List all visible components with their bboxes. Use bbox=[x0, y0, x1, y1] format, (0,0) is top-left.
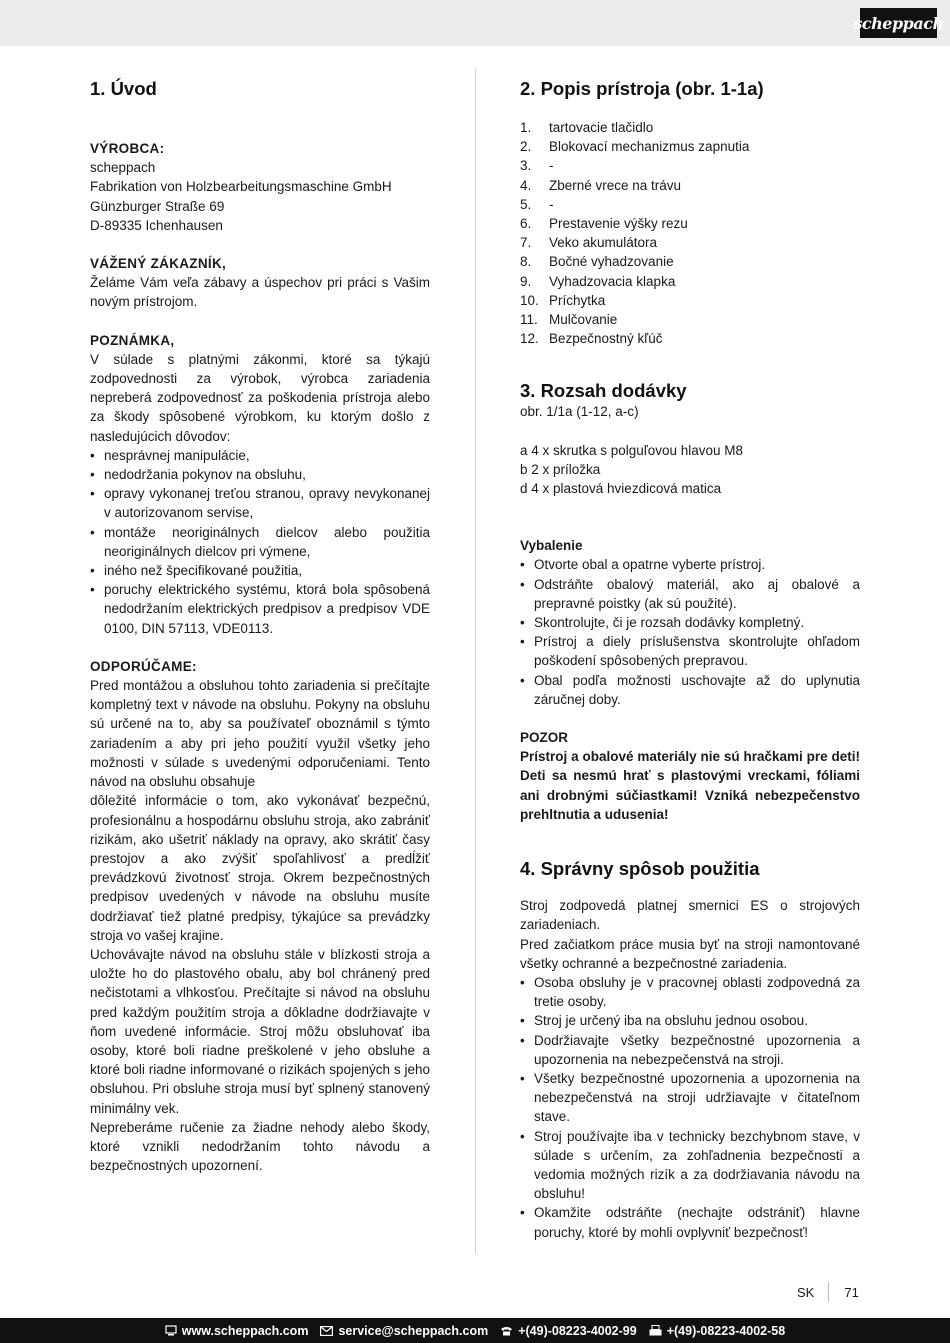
item-number: 10. bbox=[520, 292, 539, 308]
email-contact[interactable] bbox=[320, 1324, 488, 1338]
item-number: 1. bbox=[520, 120, 532, 135]
list-item: • Osoba obsluhy je v pracovnej oblasti zodpovedná za tretie osoby. bbox=[520, 973, 860, 1011]
item-number: 7. bbox=[520, 235, 532, 251]
list-item: • Okamžite odstráňte (nechajte odstrániť) hlavne poruchy, ktoré by mohli ovplyvniť bezpečnosť! bbox=[520, 1203, 860, 1241]
list-item: • Odstráňte obalový materiál, ako aj obalové a prepravné poistky (ak sú použité). bbox=[520, 575, 860, 613]
column-divider bbox=[475, 68, 476, 1253]
list-item bbox=[520, 156, 860, 175]
description-heading: 2. Popis prístroja (obr. 1-1a) bbox=[520, 78, 764, 99]
item-text: Bezpečnostný kľúč bbox=[549, 331, 663, 347]
unpack-label: Vybalenie bbox=[520, 538, 583, 554]
item-number: 11. bbox=[520, 312, 538, 328]
website-contact[interactable] bbox=[165, 1324, 309, 1338]
manufacturer-line: Fabrikation von Holzbearbeitungsmaschine GmbH bbox=[90, 179, 392, 195]
list-item bbox=[520, 310, 860, 329]
list-item bbox=[520, 176, 860, 195]
header-bar bbox=[0, 0, 950, 46]
list-item: • Stroj používajte iba v technicky bezchybnom stave, v súlade s určením, za zohľadnenia bezpečnosti a vedomia možných rizík a za dodržiavania návodu na obsluhu! bbox=[520, 1127, 860, 1204]
list-item: • iného než špecifikované použitia, bbox=[90, 561, 430, 580]
list-item bbox=[520, 118, 860, 137]
fax-icon bbox=[649, 1325, 662, 1336]
computer-icon bbox=[165, 1325, 177, 1336]
phone-contact[interactable] bbox=[500, 1324, 637, 1338]
usage-paragraph: Stroj zodpovedá platnej smernici ES o strojových zariadeniach. bbox=[520, 898, 860, 933]
list-item: • Otvorte obal a opatrne vyberte prístroj. bbox=[520, 555, 860, 574]
item-number: 12. bbox=[520, 331, 539, 347]
list-item: • poruchy elektrického systému, ktorá bola spôsobená nedodržaním elektrických predpisov a predpisov VDE 0100, DIN 57113, VDE0113. bbox=[90, 580, 430, 638]
recommend-paragraph: Nepreberáme ručenie za žiadne nehody alebo škody, ktoré vznikli nedodržaním tohto návodu a bezpečnostných upozornení. bbox=[90, 1119, 430, 1174]
recommend-label: ODPORÚČAME: bbox=[90, 658, 197, 674]
list-item bbox=[520, 272, 860, 291]
note-label: POZNÁMKA, bbox=[90, 332, 175, 348]
note-text: V súlade s platnými zákonmi, ktoré sa týkajú zodpovednosti za výrobok, výrobca zariadenia nepreberá zodpovednosť za poškodenia prístroja alebo za škody spôsobené výrobkom, ku ktorým došlo z nasledujúcich dôvodov: bbox=[90, 351, 430, 444]
list-item bbox=[520, 137, 860, 156]
delivery-item: d 4 x plastová hviezdicová matica bbox=[520, 481, 722, 497]
intro-heading: 1. Úvod bbox=[90, 78, 157, 99]
delivery-item: b 2 x príložka bbox=[520, 461, 601, 477]
item-number: 8. bbox=[520, 254, 532, 270]
manufacturer-address bbox=[90, 158, 430, 235]
item-text: Zberné vrece na trávu bbox=[549, 177, 682, 193]
list-item: • Skontrolujte, či je rozsah dodávky kompletný. bbox=[520, 613, 860, 632]
recommend-paragraph: Uchovávajte návod na obsluhu stále v blízkosti stroja a uložte ho do plastového obalu, aby bol chránený pred nečistotami a vlhkosťou. Prečítajte si návod na obsluhu pred každým použitím stroja a dôkladne dodržiavajte v ňom uvedené informácie. Stroj môžu obsluhovať iba osoby, ktoré boli riadne preškolené v jeho obsluhe a ktoré boli riadne informované o rizikách spojených s jeho obsluhou. Pri obsluhe stroja musí byť splnený stanovený minimálny vek. bbox=[90, 946, 430, 1116]
language-code: SK bbox=[797, 1284, 815, 1300]
list-item: • montáže neoriginálnych dielcov alebo použitia neoriginálnych dielcov pri výmene, bbox=[90, 523, 430, 561]
delivery-item: a 4 x skrutka s polguľovou hlavou M8 bbox=[520, 442, 744, 458]
item-text: Bočné vyhadzovanie bbox=[549, 254, 674, 270]
customer-text: Želáme Vám veľa zábavy a úspechov pri práci s Vašim novým prístrojom. bbox=[90, 275, 430, 310]
item-number: 6. bbox=[520, 216, 532, 232]
usage-heading: 4. Správny spôsob použitia bbox=[520, 858, 760, 880]
delivery-heading: 3. Rozsah dodávky bbox=[520, 380, 687, 402]
list-item: • Dodržiavajte všetky bezpečnostné upozornenia a upozornenia na nebezpečenstvá na stroji. bbox=[520, 1031, 860, 1069]
item-text: Mulčovanie bbox=[549, 312, 618, 328]
item-number: 9. bbox=[520, 273, 532, 289]
manufacturer-line: scheppach bbox=[90, 160, 156, 176]
list-item: • nedodržania pokynov na obsluhu, bbox=[90, 465, 430, 484]
item-text: Vyhadzovacia klapka bbox=[549, 273, 676, 289]
item-text: - bbox=[549, 196, 554, 212]
parts-list bbox=[520, 118, 860, 348]
item-text: tartovacie tlačidlo bbox=[549, 120, 654, 135]
list-item: • Prístroj a diely príslušenstva skontrolujte ohľadom poškodení spôsobených prepravou. bbox=[520, 632, 860, 670]
website-text: www.scheppach.com bbox=[181, 1323, 309, 1338]
unpack-list bbox=[520, 555, 860, 709]
list-item: • opravy vykonanej treťou stranou, opravy nevykonanej v autorizovanom servise, bbox=[90, 484, 430, 522]
item-number: 5. bbox=[520, 196, 532, 212]
manufacturer-line: D-89335 Ichenhausen bbox=[90, 217, 223, 233]
delivery-items bbox=[520, 441, 860, 499]
recommend-paragraph: Pred montážou a obsluhou tohto zariadenia si prečítajte kompletný text v návode na obsluhu. Pokyny na obsluhu sú určené na to, aby sa používateľ oboznámil s týmto zariadením a aby pri jeho použití využil všetky jeho možnosti v súlade s uvedenými odporučeniami. Tento návod na obsluhu obsahuje bbox=[90, 678, 430, 790]
phone-text: +(49)-08223-4002-99 bbox=[518, 1323, 637, 1338]
list-item: • Obal podľa možnosti uschovajte až do uplynutia záručnej doby. bbox=[520, 671, 860, 709]
warning-text: Prístroj a obalové materiály nie sú hračkami pre deti! Deti sa nesmú hrať s plastovými vreckami, fóliami ani drobnými súčiastkami! Vzniká nebezpečenstvo prehltnutia a udusenia! bbox=[520, 749, 860, 822]
fax-contact[interactable] bbox=[649, 1324, 786, 1338]
item-text: Veko akumulátora bbox=[549, 235, 658, 251]
list-item bbox=[520, 195, 860, 214]
list-item: • Stroj je určený iba na obsluhu jednou osobou. bbox=[520, 1011, 860, 1030]
list-item bbox=[520, 233, 860, 252]
page-separator bbox=[828, 1282, 829, 1302]
list-item bbox=[520, 214, 860, 233]
delivery-subtitle: obr. 1/1a (1-12, a-c) bbox=[520, 404, 639, 420]
right-column bbox=[520, 76, 860, 1242]
note-list bbox=[90, 446, 430, 638]
page-number-area bbox=[797, 1282, 859, 1302]
customer-label: VÁŽENÝ ZÁKAZNÍK, bbox=[90, 256, 227, 272]
contact-bar bbox=[0, 1318, 950, 1343]
list-item: • Všetky bezpečnostné upozornenia a upozornenia na nebezpečenstvá na stroji udržiavajte v čitateľnom stave. bbox=[520, 1069, 860, 1127]
list-item bbox=[520, 291, 860, 310]
usage-paragraph: Pred začiatkom práce musia byť na stroji namontované všetky ochranné a bezpečnostné zariadenia. bbox=[520, 936, 860, 971]
item-text: Prestavenie výšky rezu bbox=[549, 216, 688, 232]
item-number: 4. bbox=[520, 177, 532, 193]
item-number: 2. bbox=[520, 139, 532, 155]
warning-label: POZOR bbox=[520, 730, 569, 746]
item-text: Príchytka bbox=[549, 292, 606, 308]
list-item bbox=[520, 329, 860, 348]
item-number: 3. bbox=[520, 158, 532, 174]
intro-column bbox=[90, 76, 430, 1175]
usage-list bbox=[520, 973, 860, 1242]
scheppach-logo: scheppach bbox=[860, 8, 937, 38]
page-number: 71 bbox=[844, 1284, 859, 1300]
list-item: • nesprávnej manipulácie, bbox=[90, 446, 430, 465]
item-text: - bbox=[549, 158, 554, 174]
manufacturer-line: Günzburger Straße 69 bbox=[90, 198, 225, 214]
manufacturer-label: VÝROBCA: bbox=[90, 141, 165, 156]
phone-icon bbox=[500, 1326, 513, 1336]
email-text: service@scheppach.com bbox=[338, 1323, 489, 1338]
list-item bbox=[520, 252, 860, 271]
item-text: Blokovací mechanizmus zapnutia bbox=[549, 139, 750, 155]
recommend-paragraph: dôležité informácie o tom, ako vykonávať bezpečnú, profesionálnu a hospodárnu obsluhu stroja, ako zabrániť rizikám, ako ušetriť náklady na opravy, ako skrátiť časy prestojov a ako zvýšiť spoľahlivosť a predĺžiť prevádzkovú životnosť stroja. Okrem bezpečnostných predpisov uvedených v návode na obsluhu musíte dodržiavať tiež platné predpisy, týkajúce sa prevádzky stroja vo vašej krajine. bbox=[90, 793, 430, 943]
fax-text: +(49)-08223-4002-58 bbox=[666, 1323, 786, 1338]
mail-icon bbox=[320, 1326, 333, 1336]
